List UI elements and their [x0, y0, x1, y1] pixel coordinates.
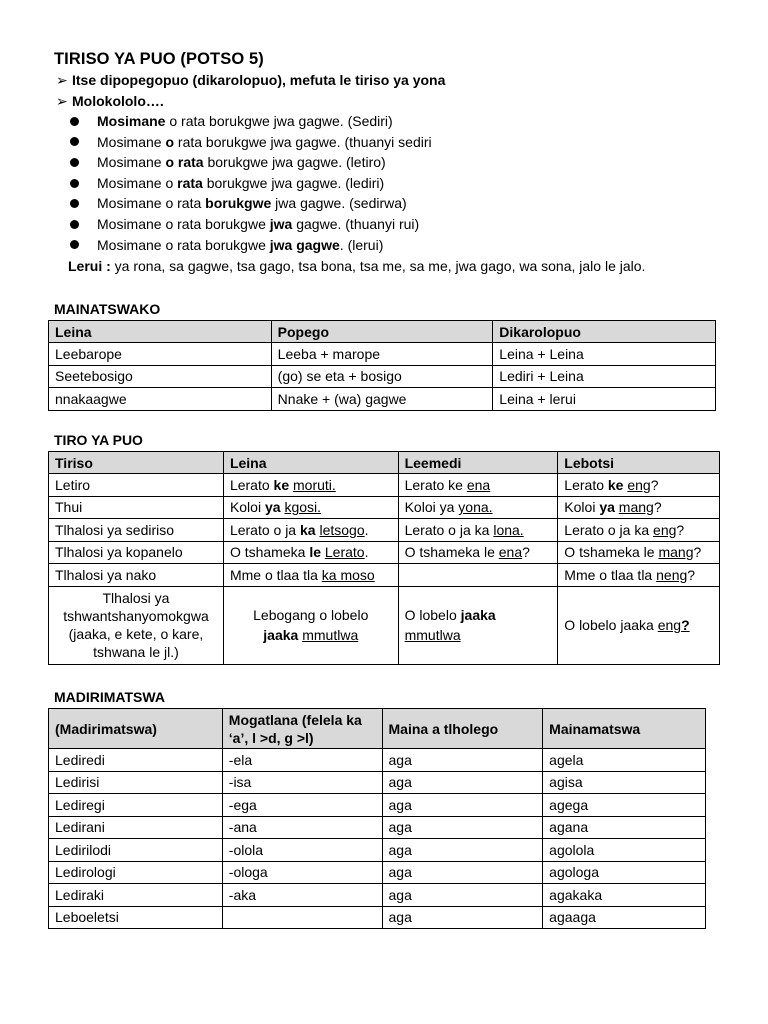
table-cell: Ledirologi — [49, 861, 223, 884]
madirimatswa-column-header: (Madirimatswa) — [49, 709, 223, 749]
page-title: TIRISO YA PUO (POTSO 5) — [54, 50, 264, 68]
example-text: borukgwe jwa gagwe. (lediri) — [202, 174, 385, 191]
table-row — [49, 884, 706, 907]
tiro-column-header: Tiriso — [49, 452, 224, 474]
table-cell: aga — [382, 906, 543, 929]
example-item — [70, 193, 710, 214]
cell-text: . — [364, 544, 369, 561]
tiriso-cell: Letiro — [49, 474, 224, 497]
lebotsi-cell — [558, 586, 720, 664]
table-cell: agisa — [543, 771, 706, 794]
example-item — [70, 132, 710, 153]
cell-text: ? — [676, 521, 685, 538]
table-cell: aga — [382, 861, 543, 884]
cell-text: mang — [618, 499, 654, 516]
cell-text: ? — [693, 544, 702, 561]
table-row — [49, 564, 720, 587]
cell-text: O tshameka — [229, 544, 310, 561]
leemedi-cell — [398, 474, 558, 497]
tiro-column-header: Leina — [223, 452, 398, 474]
bullet-dot-icon — [70, 240, 79, 249]
table-cell: agologa — [543, 861, 706, 884]
cell-text: Mme o tlaa tla — [564, 566, 657, 583]
table-cell: aga — [382, 839, 543, 862]
leemedi-cell — [398, 564, 558, 587]
cell-text: ena — [466, 476, 491, 493]
example-item — [70, 235, 710, 256]
table-cell: -ana — [222, 816, 382, 839]
leina-cell — [223, 564, 398, 587]
example-text: Mosimane o — [97, 174, 178, 191]
tiro-title: TIRO YA PUO — [54, 432, 143, 448]
cell-text: Lerato o ja ka — [564, 521, 654, 538]
cell-text: neng — [656, 566, 688, 583]
table-row — [49, 839, 706, 862]
mainatswako-column-header: Popego — [271, 321, 493, 343]
table-cell: aga — [382, 816, 543, 839]
example-item — [70, 214, 710, 235]
cell-text: ya — [599, 499, 615, 516]
cell-text: Koloi ya — [404, 499, 459, 516]
tiro-table — [48, 451, 720, 665]
bullet-dot-icon — [70, 158, 79, 167]
example-text: . (lerui) — [339, 236, 384, 253]
table-cell: Lediraki — [49, 884, 223, 907]
example-text: Mosimane o rata — [97, 195, 206, 212]
leina-cell — [223, 474, 398, 497]
cell-text: ke — [273, 476, 290, 493]
example-text: jwa gagwe — [269, 236, 340, 253]
cell-text: . — [364, 521, 369, 538]
tiro-column-header: Leemedi — [398, 452, 558, 474]
cell-text: jaaka — [263, 627, 299, 643]
lerui-label: Lerui : — [68, 258, 111, 274]
mainatswako-column-header: Dikarolopuo — [493, 321, 716, 343]
bullet-dot-icon — [70, 117, 79, 126]
table-cell: nnakaagwe — [49, 388, 272, 411]
cell-text: le — [309, 544, 321, 561]
cell-text: lona. — [493, 521, 524, 538]
leemedi-cell — [398, 541, 558, 564]
cell-text: Lerato — [324, 544, 365, 561]
cell-text: O lobelo — [404, 607, 461, 623]
cell-text: O tshameka le — [564, 544, 659, 561]
example-item — [70, 152, 710, 173]
table-row — [49, 906, 706, 929]
cell-text: ka moso — [321, 566, 375, 583]
table-cell: Leboeletsi — [49, 906, 223, 929]
leina-cell — [223, 586, 398, 664]
lerui-note — [68, 258, 645, 274]
cell-text: Lerato — [229, 476, 274, 493]
table-cell: -ega — [222, 794, 382, 817]
cell-text: mmutlwa — [302, 627, 359, 643]
arrow-bullet-icon: ➢ — [56, 93, 68, 109]
bullet-dot-icon — [70, 179, 79, 188]
table-cell: Leebarope — [49, 343, 272, 366]
mainatswako-title: MAINATSWAKO — [54, 301, 161, 317]
example-text: o rata borukgwe jwa gagwe. (Sediri) — [165, 113, 393, 129]
leina-cell — [223, 496, 398, 519]
cell-text: yona. — [458, 499, 493, 516]
cell-text: ka — [300, 521, 316, 538]
table-row — [49, 794, 706, 817]
example-text: borukgwe jwa gagwe. (letiro) — [203, 154, 386, 171]
example-text: o — [165, 133, 175, 150]
cell-text: ? — [681, 617, 690, 633]
cell-text: Lerato o ja — [229, 521, 300, 538]
tiriso-cell: Tlhalosi ya nako — [49, 564, 224, 587]
lerui-text: ya rona, sa gagwe, tsa gago, tsa bona, tsa me, sa me, jwa gago, wa sona, jalo le jalo. — [110, 258, 646, 274]
example-text: Mosimane — [97, 154, 166, 171]
table-cell: Leina + Leina — [493, 343, 716, 366]
table-row — [49, 496, 720, 519]
example-text: rata — [177, 174, 203, 191]
tiriso-cell: Tlhalosi ya kopanelo — [49, 541, 224, 564]
table-row — [49, 541, 720, 564]
table-cell: Ledirisi — [49, 771, 223, 794]
point-1 — [56, 72, 445, 89]
leemedi-cell — [398, 586, 558, 664]
table-cell: aga — [382, 794, 543, 817]
table-row — [49, 474, 720, 497]
table-cell: agana — [543, 816, 706, 839]
example-item — [70, 111, 710, 132]
table-cell: agega — [543, 794, 706, 817]
table-cell: aga — [382, 884, 543, 907]
table-cell: Ledirani — [49, 816, 223, 839]
cell-text: eng — [627, 476, 651, 493]
table-cell: Nnake + (wa) gagwe — [271, 388, 493, 411]
madirimatswa-column-header: Mogatlana (felela ka ‘a’, l >d, g >l) — [222, 709, 382, 749]
leina-cell — [223, 541, 398, 564]
example-text: borukgwe — [205, 195, 272, 212]
mainatswako-column-header: Leina — [49, 321, 272, 343]
example-text: Mosimane — [97, 113, 166, 129]
cell-text: letsogo — [319, 521, 365, 538]
example-text: o rata — [165, 154, 204, 171]
example-item — [70, 173, 710, 194]
table-row — [49, 749, 706, 772]
table-cell: Lediregi — [49, 794, 223, 817]
cell-text: O lobelo jaaka — [564, 617, 658, 633]
example-text: Mosimane o rata borukgwe — [97, 236, 270, 253]
table-row — [49, 365, 716, 388]
table-row — [49, 586, 720, 664]
table-cell: Lediri + Leina — [493, 365, 716, 388]
cell-text: ya — [264, 499, 281, 516]
table-cell: aga — [382, 771, 543, 794]
bullet-dot-icon — [70, 137, 79, 146]
table-cell: (go) se eta + bosigo — [271, 365, 493, 388]
cell-text: ? — [650, 476, 659, 493]
table-row — [49, 343, 716, 366]
point-2-text: Molokololo…. — [72, 93, 164, 109]
cell-text: Mme o tlaa tla — [229, 566, 322, 583]
table-cell: -olola — [222, 839, 382, 862]
example-text: jwa gagwe. (sedirwa) — [271, 195, 407, 212]
table-row — [49, 861, 706, 884]
tiro-column-header: Lebotsi — [558, 452, 720, 474]
leemedi-cell — [398, 519, 558, 542]
madirimatswa-table — [48, 708, 706, 929]
cell-text: ? — [687, 566, 696, 583]
cell-text: Koloi — [564, 499, 600, 516]
example-text: Mosimane o rata borukgwe — [97, 215, 270, 232]
cell-text: O tshameka le — [404, 544, 499, 561]
tiriso-cell: Tlhalosi ya sediriso — [49, 519, 224, 542]
table-cell: agolola — [543, 839, 706, 862]
example-text: Mosimane — [97, 133, 166, 150]
cell-text: eng — [657, 617, 682, 633]
lebotsi-cell — [558, 474, 720, 497]
table-cell: -isa — [222, 771, 382, 794]
table-cell: -aka — [222, 884, 382, 907]
table-cell: -ela — [222, 749, 382, 772]
arrow-bullet-icon: ➢ — [56, 72, 68, 88]
cell-text: Lebogang o lobelo — [253, 607, 369, 623]
leina-cell — [223, 519, 398, 542]
cell-text: mmutlwa — [404, 627, 461, 643]
cell-text: moruti. — [293, 476, 336, 493]
table-cell: Seetebosigo — [49, 365, 272, 388]
point-2 — [56, 93, 164, 110]
mainatswako-table — [48, 320, 716, 411]
tiriso-cell: Thui — [49, 496, 224, 519]
table-cell: agakaka — [543, 884, 706, 907]
cell-text: Lerato — [564, 476, 608, 493]
cell-text: ? — [653, 499, 662, 516]
cell-text: eng — [653, 521, 677, 538]
madirimatswa-title: MADIRIMATSWA — [54, 689, 165, 705]
example-text: gagwe. (thuanyi rui) — [292, 215, 420, 232]
table-cell — [222, 906, 382, 929]
table-cell: agaaga — [543, 906, 706, 929]
example-text: jwa — [269, 215, 293, 232]
cell-text: jaaka — [460, 607, 496, 623]
table-row — [49, 816, 706, 839]
table-row — [49, 771, 706, 794]
table-row — [49, 388, 716, 411]
table-cell: Leina + lerui — [493, 388, 716, 411]
cell-text: Koloi — [229, 499, 265, 516]
cell-text: Lerato ke — [404, 476, 467, 493]
tiriso-cell: Tlhalosi ya tshwantshanyomokgwa (jaaka, e kete, o kare, tshwana le jl.) — [49, 586, 224, 664]
madirimatswa-column-header: Mainamatswa — [543, 709, 706, 749]
table-cell: aga — [382, 749, 543, 772]
cell-text: ? — [522, 544, 530, 561]
cell-text: Lerato o ja ka — [404, 521, 494, 538]
cell-text: ke — [607, 476, 624, 493]
leemedi-cell — [398, 496, 558, 519]
cell-text: ena — [498, 544, 523, 561]
lebotsi-cell — [558, 564, 720, 587]
example-list — [70, 111, 710, 255]
point-1-text: Itse dipopegopuo (dikarolopuo), mefuta le tiriso ya yona — [72, 72, 446, 88]
table-cell: Lediredi — [49, 749, 223, 772]
table-cell: -ologa — [222, 861, 382, 884]
lebotsi-cell — [558, 541, 720, 564]
bullet-dot-icon — [70, 220, 79, 229]
table-cell: Leeba + marope — [271, 343, 493, 366]
table-row — [49, 519, 720, 542]
lebotsi-cell — [558, 519, 720, 542]
madirimatswa-column-header: Maina a tlholego — [382, 709, 543, 749]
cell-text: kgosi. — [284, 499, 322, 516]
example-text: rata borukgwe jwa gagwe. (thuanyi sediri — [174, 133, 432, 150]
table-cell: Ledirilodi — [49, 839, 223, 862]
bullet-dot-icon — [70, 199, 79, 208]
table-cell: agela — [543, 749, 706, 772]
cell-text: mang — [658, 544, 694, 561]
lebotsi-cell — [558, 496, 720, 519]
